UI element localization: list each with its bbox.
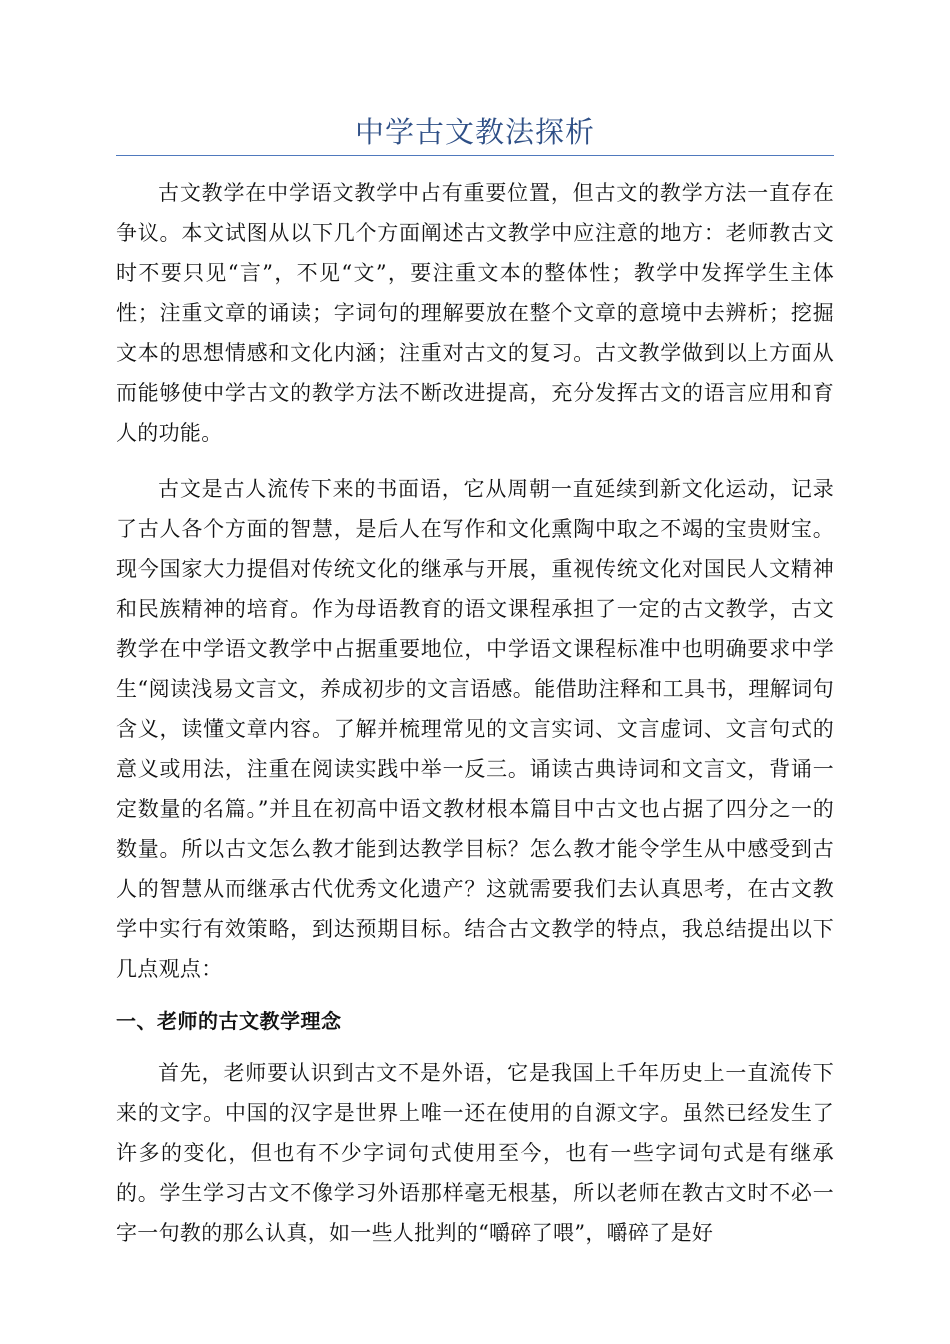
intro-paragraph: 古文是古人流传下来的书面语，它从周朝一直延续到新文化运动，记录了古人各个方面的智慧，是后人在写作和文化熏陶中取之不竭的宝贵财宝。现今国家大力提倡对传统文化的继承与开展，重视传统文化对国民人文精神和民族精神的培育。作为母语教育的语文课程承担了一定的古文教学，古文教学在中学语文教学中占据重要地位，中学语文课程标准中也明确要求中学生“阅读浅易文言文，养成初步的文言语感。能借助注释和工具书，理解词句含义，读懂文章内容。了解并梳理常见的文言实词、文言虚词、文言句式的意义或用法，注重在阅读实践中举一反三。诵读古典诗词和文言文，背诵一定数量的名篇。”并且在初高中语文教材根本篇目中古文也占据了四分之一的数量。所以古文怎么教才能到达教学目标？怎么教才能令学生从中感受到古人的智慧从而继承古代优秀文化遗产？这就需要我们去认真思考，在古文教学中实行有效策略，到达预期目标。结合古文教学的特点，我总结提出以下几点观点： xyxy=(116,477,834,981)
document-body xyxy=(116,173,834,1253)
section-heading: 一、老师的古文教学理念 xyxy=(116,1009,342,1033)
title-underline xyxy=(116,155,834,156)
section-paragraph: 首先，老师要认识到古文不是外语，它是我国上千年历史上一直流传下来的文字。中国的汉字是世界上唯一还在使用的自源文字。虽然已经发生了许多的变化，但也有不少字词句式使用至今，也有一些字词句式是有继承的。学生学习古文不像学习外语那样毫无根基，所以老师在教古文时不必一字一句教的那么认真，如一些人批判的“嚼碎了喂”，嚼碎了是好 xyxy=(116,1061,834,1245)
document-title: 中学古文教法探析 xyxy=(354,115,595,149)
abstract-paragraph: 古文教学在中学语文教学中占有重要位置，但古文的教学方法一直存在争议。本文试图从以下几个方面阐述古文教学中应注意的地方：老师教古文时不要只见“言”，不见“文”，要注重文本的整体性；教学中发挥学生主体性；注重文章的诵读；字词句的理解要放在整个文章的意境中去辨析；挖掘文本的思想情感和文化内涵；注重对古文的复习。古文教学做到以上方面从而能够使中学古文的教学方法不断改进提高，充分发挥古文的语言应用和育人的功能。 xyxy=(116,181,834,445)
